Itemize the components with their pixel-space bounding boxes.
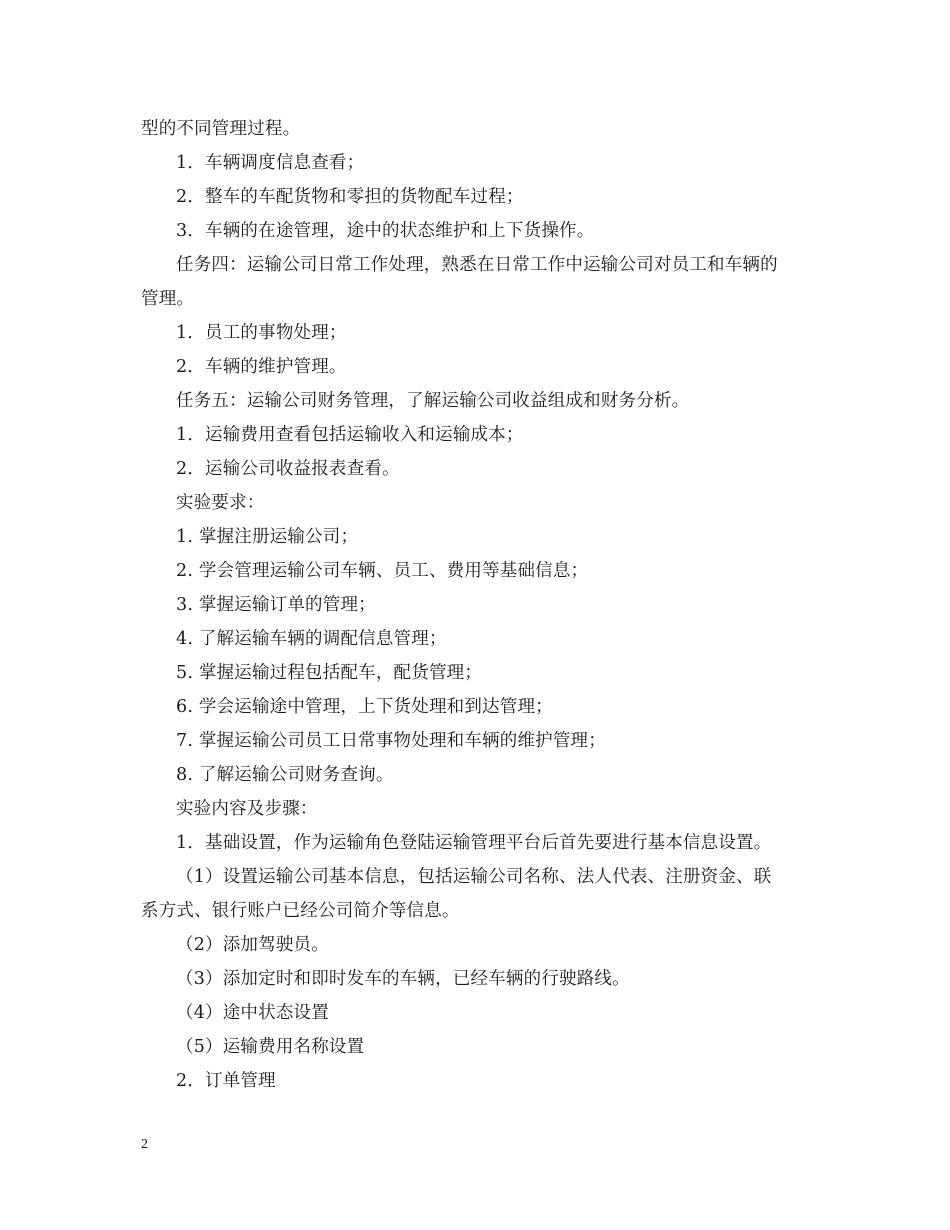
text-line: 系方式、银行账户已经公司简介等信息。 xyxy=(141,901,460,921)
text-line: 2．订单管理 xyxy=(176,1071,276,1091)
text-line: 3. 掌握运输订单的管理； xyxy=(176,595,376,615)
text-line: 型的不同管理过程。 xyxy=(141,119,301,139)
text-line: 任务四：运输公司日常工作处理，熟悉在日常工作中运输公司对员工和车辆的 xyxy=(176,255,778,275)
text-line: 管理。 xyxy=(141,289,195,309)
text-line: 2．整车的车配货物和零担的货物配车过程； xyxy=(176,187,524,207)
text-line: （5）运输费用名称设置 xyxy=(176,1037,365,1057)
text-line: （2）添加驾驶员。 xyxy=(176,935,329,955)
text-line: 2. 学会管理运输公司车辆、员工、费用等基础信息； xyxy=(176,561,589,581)
text-line: （4）途中状态设置 xyxy=(176,1003,329,1023)
section-heading: 实验要求： xyxy=(176,493,265,513)
text-line: 4. 了解运输车辆的调配信息管理； xyxy=(176,629,447,649)
text-line: 1．运输费用查看包括运输收入和运输成本； xyxy=(176,425,524,445)
text-line: 6. 学会运输途中管理，上下货处理和到达管理； xyxy=(176,697,553,717)
text-line: 7. 掌握运输公司员工日常事物处理和车辆的维护管理； xyxy=(176,731,606,751)
text-line: 2．车辆的维护管理。 xyxy=(176,357,347,377)
text-line: 1．基础设置，作为运输角色登陆运输管理平台后首先要进行基本信息设置。 xyxy=(176,833,772,853)
page-number: 2 xyxy=(141,1137,148,1152)
text-line: （3）添加定时和即时发车的车辆，已经车辆的行驶路线。 xyxy=(176,969,630,989)
text-line: 3．车辆的在途管理，途中的状态维护和上下货操作。 xyxy=(176,221,595,241)
text-line: （1）设置运输公司基本信息，包括运输公司名称、法人代表、注册资金、联 xyxy=(176,867,772,887)
text-line: 1. 掌握注册运输公司； xyxy=(176,527,359,547)
text-line: 8. 了解运输公司财务查询。 xyxy=(176,765,394,785)
text-line: 1．员工的事物处理； xyxy=(176,323,347,343)
text-line: 任务五：运输公司财务管理，了解运输公司收益组成和财务分析。 xyxy=(176,391,690,411)
section-heading: 实验内容及步骤： xyxy=(176,799,318,819)
text-line: 5. 掌握运输过程包括配车，配货管理； xyxy=(176,663,483,683)
text-line: 1．车辆调度信息查看； xyxy=(176,153,365,173)
text-line: 2．运输公司收益报表查看。 xyxy=(176,459,400,479)
